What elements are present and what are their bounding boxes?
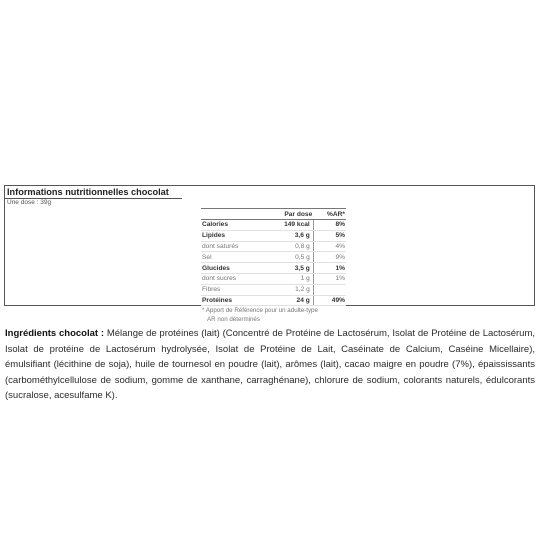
footnote-ar: AR non déterminés [207,316,260,324]
nutrition-table [201,208,346,324]
nutrient-name: dont saturés [201,241,264,252]
per-dose-value: 3,6 g [264,230,313,241]
ingredients-paragraph [5,326,535,404]
header-label [201,209,264,220]
table-row [201,252,346,263]
per-dose-value: 149 kcal [264,220,313,231]
ar-value: 49% [313,295,346,306]
header-ar: %AR* [313,209,346,220]
header-per-dose: Par dose [264,209,313,220]
nutrition-rows [201,220,346,306]
per-dose-value: 0,8 g [264,241,313,252]
ar-value: 5% [313,230,346,241]
table-row [201,273,346,284]
nutrient-name: Lipides [201,230,264,241]
ingredients-text: Mélange de protéines (lait) (Concentré de Protéine de Lactosérum, Isolat de Protéine de Lactosérum, Isolat de protéine de Lactosérum hydrolysée, Isolat de Protéine de Lait, Caséinate de Calcium, Caséine Micellaire), émulsifiant (lécithine de soja), huile de tournesol en poudre (lait), arômes (lait), cacao maigre en poudre (7%), épaississants (carbométhylcellulose de sodium, gomme de xanthane, carraghénane), chlorure de sodium, colorants naturels, édulcorants (sucralose, acesulfame K). [5,328,536,401]
table-row [201,220,346,231]
per-dose-value: 0,5 g [264,252,313,263]
nutrient-name: Glucides [201,263,264,274]
table-header-row [201,209,346,220]
nutrient-name: Calories [201,220,264,231]
per-dose-value: 1 g [264,273,313,284]
ar-value: 4% [313,241,346,252]
nutrition-panel [4,185,535,324]
table-row [201,230,346,241]
nutrient-name: dont sucres [201,273,264,284]
nutrition-title: Informations nutritionnelles chocolat [7,187,169,197]
serving-size: Une dose : 39g [7,199,52,206]
ingredients-label: Ingrédients chocolat : [5,328,105,339]
footnote-row [201,315,346,324]
ar-value: 1% [313,263,346,274]
table-row [201,263,346,274]
ar-value [313,284,346,295]
nutrient-name: Fibres [201,284,264,295]
nutrient-name: Protéines [201,295,264,306]
footnote-row [201,306,346,316]
per-dose-value: 3,5 g [264,263,313,274]
table-row [201,241,346,252]
table-row [201,295,346,306]
table-row [201,284,346,295]
per-dose-value: 24 g [264,295,313,306]
ar-value: 1% [313,273,346,284]
nutrient-name: Sel [201,252,264,263]
ar-value: 8% [313,220,346,231]
footnote-reference: * Apport de Référence pour un adulte-type [202,307,318,315]
per-dose-value: 1,2 g [264,284,313,295]
ar-value: 9% [313,252,346,263]
